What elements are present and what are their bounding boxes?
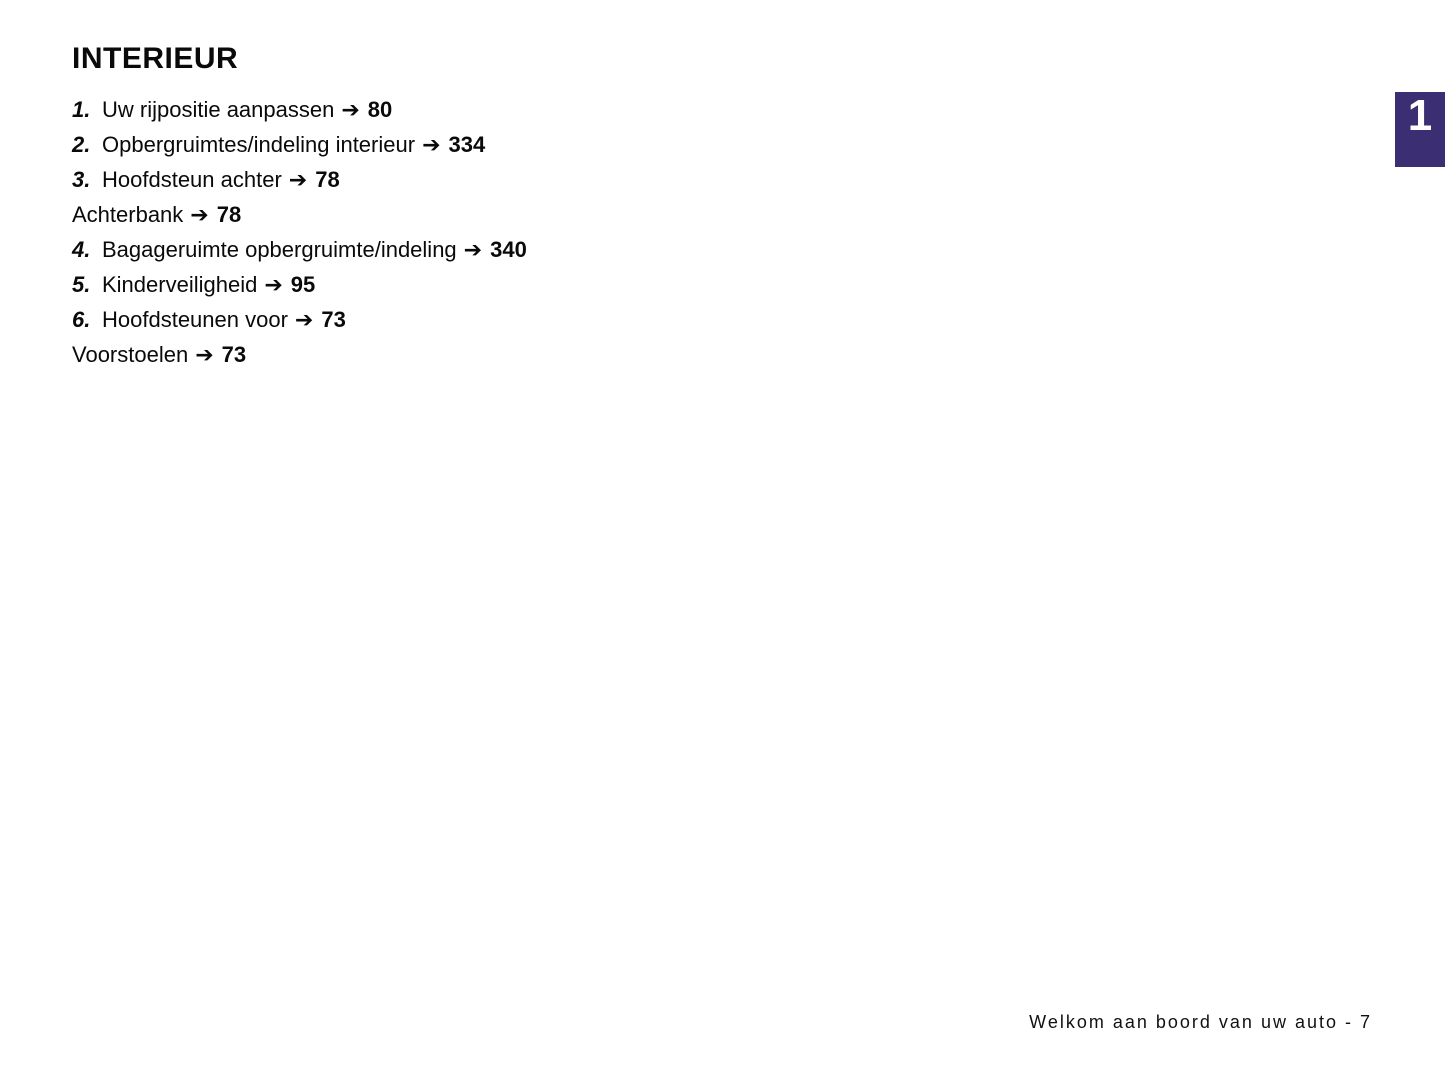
toc-item-label: Hoofdsteunen voor bbox=[102, 307, 288, 332]
toc-item-continuation bbox=[72, 337, 527, 372]
toc-item bbox=[72, 127, 527, 162]
arrow-right-icon: ➔ bbox=[195, 342, 214, 367]
toc-item bbox=[72, 267, 527, 302]
toc-item bbox=[72, 92, 527, 127]
toc-item-page: 78 bbox=[315, 167, 340, 192]
arrow-right-icon: ➔ bbox=[190, 202, 209, 227]
toc-item-label: Voorstoelen bbox=[72, 342, 189, 367]
toc-item-continuation bbox=[72, 197, 527, 232]
toc-item-page: 78 bbox=[216, 202, 242, 227]
toc-item-page: 340 bbox=[490, 237, 527, 262]
toc-item-number: 4. bbox=[72, 237, 91, 262]
arrow-right-icon: ➔ bbox=[264, 272, 283, 297]
toc-item-page: 95 bbox=[290, 272, 316, 297]
toc-item-label: Kinderveiligheid bbox=[102, 272, 258, 297]
arrow-right-icon: ➔ bbox=[288, 167, 308, 192]
toc-list bbox=[72, 92, 527, 372]
toc-item-number: 5. bbox=[72, 272, 91, 297]
toc-item-label: Hoofdsteun achter bbox=[102, 167, 282, 192]
toc-item-number: 3. bbox=[72, 167, 91, 192]
page-footer: Welkom aan boord van uw auto - 7 bbox=[1029, 1012, 1372, 1032]
toc-item-page: 73 bbox=[321, 307, 346, 332]
arrow-right-icon: ➔ bbox=[294, 307, 314, 332]
chapter-tab-number: 1 bbox=[1407, 91, 1433, 140]
toc-item-number: 1. bbox=[72, 97, 91, 122]
toc-item-number: 2. bbox=[72, 132, 91, 157]
page-title: INTERIEUR bbox=[72, 42, 239, 75]
toc-item-label: Achterbank bbox=[72, 202, 184, 227]
toc-item-label: Uw rijpositie aanpassen bbox=[102, 97, 335, 122]
toc-item-number: 6. bbox=[72, 307, 91, 332]
toc-item-page: 80 bbox=[367, 97, 393, 122]
arrow-right-icon: ➔ bbox=[422, 132, 441, 157]
arrow-right-icon: ➔ bbox=[341, 97, 360, 122]
toc-item bbox=[72, 302, 527, 337]
chapter-tab bbox=[1395, 92, 1445, 167]
toc-item bbox=[72, 162, 527, 197]
toc-item-label: Opbergruimtes/indeling interieur bbox=[102, 132, 416, 157]
toc-item-page: 334 bbox=[448, 132, 486, 157]
toc-item bbox=[72, 232, 527, 267]
arrow-right-icon: ➔ bbox=[463, 237, 483, 262]
toc-item-label: Bagageruimte opbergruimte/indeling bbox=[102, 237, 457, 262]
toc-item-page: 73 bbox=[221, 342, 247, 367]
